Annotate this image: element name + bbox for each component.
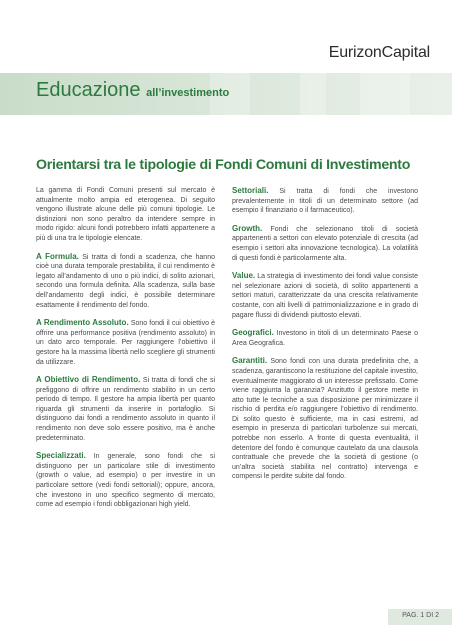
logo-text-second: Capital (381, 44, 430, 61)
section-settoriali (232, 186, 418, 216)
section-value (232, 271, 418, 320)
section-text: In generale, sono fondi che si distinguono per un particolare stile di investimento (growth o value, ad esempio) o per investire in un particolare settore (vedi fondi settoriali); oppure, ancora, che investono in uno specifico segmento di mercato, come ad esempio i fondi obbligazionari high yield. (36, 453, 216, 509)
section-text: Sono fondi con una durata predefinita che, a scadenza, garantiscono la restituzione del capitale investito, eventualmente maggiorato di un interesse prefissato. Come viene raggiunta la garanzia? Anzitutto il gestore mette in atto tutte le tecniche a sua disposizione per minimizzare il rischio di perdita e/o raggiungere l’obiettivo di rendimento. Di solito questo è sufficiente, ma in casi estremi, ad esempio in presenza di particolari turbolenze sui mercati, potrebbe non esserlo. A fronte di questa eventualità, il detentore del fondo è comunque cautelato da una clausola contrattuale che prevede che la società di gestione (o un’altra società stabilita nel contratto) intervenga e compensi le perdite subite dal fondo. (232, 358, 418, 481)
section-a-formula (36, 252, 215, 311)
banner-stripe (360, 73, 410, 115)
section-heading: Settoriali. (232, 186, 269, 195)
banner-title-main: Educazione (36, 79, 141, 101)
right-column (232, 186, 418, 490)
section-text: Sono fondi il cui obiettivo è offrire una performance positiva (rendimento assoluto) in un dato arco temporale. Per raggiungere l’obiettivo il gestore ha la massima libertà nello scegliere gli strumenti da utilizzare. (36, 320, 216, 366)
logo-text-first: Eurizon (328, 44, 382, 61)
section-rendimento-assoluto (36, 318, 215, 367)
section-heading: A Formula. (36, 251, 79, 261)
document-title: Orientarsi tra le tipologie di Fondi Comuni di Investimento (36, 157, 411, 173)
section-heading: Specializzati. (36, 451, 86, 461)
section-specializzati (36, 451, 215, 510)
section-text: Fondi che selezionano titoli di società appartenenti a settori con elevato potenziale di crescita (ad esempio i settori alta innovazione tecnologica). La volatilità di questi fondi è particolarmente alta. (232, 225, 418, 262)
section-heading: A Obiettivo di Rendimento. (36, 375, 141, 385)
section-heading: Growth. (232, 223, 263, 233)
section-heading: Value. (232, 271, 256, 281)
section-text: Investono in titoli di un determinato Paese o Area Geografica. (232, 330, 418, 347)
section-growth (232, 224, 418, 263)
intro-paragraph: La gamma di Fondi Comuni presenti sul mercato è attualmente molto ampia ed eterogenea. Di seguito vengono illustrate alcune delle più comuni tipologie. Le distinzioni non sono peraltro da intendere sempre in modo rigido: alcuni fondi potrebbero infatti appartenere a più di una tra le tipologie elencate. (36, 187, 215, 242)
left-column (36, 186, 215, 518)
section-obiettivo-rendimento (36, 375, 215, 443)
section-text: La strategia di investimento dei fondi value consiste nel selezionare azioni di società, di solito appartenenti a settori maturi, caratterizzate da una crescita relativamente costante, con alti livelli di patrimonializzazione e in grado di pagare flussi di dividendi piuttosto elevati. (232, 273, 418, 319)
section-text: Si tratta di fondi a scadenza, che hanno cioè una durata temporale prestabilita, il cui rendimento è legato all’andamento di uno o più indici, di solito azionari, secondo una formula definita. Alla scadenza, sulla base dell’andamento degli indici, è possibile determinare esattamente il rendimento del fondo. (36, 253, 215, 309)
section-geografici (232, 328, 418, 348)
banner-title (36, 79, 229, 102)
section-text: Si tratta di fondi che si prefiggono di offrire un rendimento stabilito in un certo periodo di tempo. Il gestore ha ampia libertà per quanto riguarda gli strumenti da inserire in portafoglio. Si distinguono dai fondi a rendimento assoluto in quanto il rendimento non deve solo essere positivo, ma è anche predeterminato. (36, 377, 215, 442)
banner-title-sub: all’investimento (146, 87, 230, 99)
section-garantiti (232, 356, 418, 482)
banner-stripe (300, 73, 326, 115)
section-heading: Garantiti. (232, 356, 268, 366)
section-heading: A Rendimento Assoluto. (36, 318, 129, 328)
page-number: PAG. 1 DI 2 (402, 612, 439, 619)
section-heading: Geografici. (232, 328, 274, 338)
company-logo (329, 44, 430, 62)
section-text: Si tratta di fondi che investono prevalentemente in titoli di un determinato settore (ad esempio il finanziario o il farmaceutico). (232, 188, 418, 215)
